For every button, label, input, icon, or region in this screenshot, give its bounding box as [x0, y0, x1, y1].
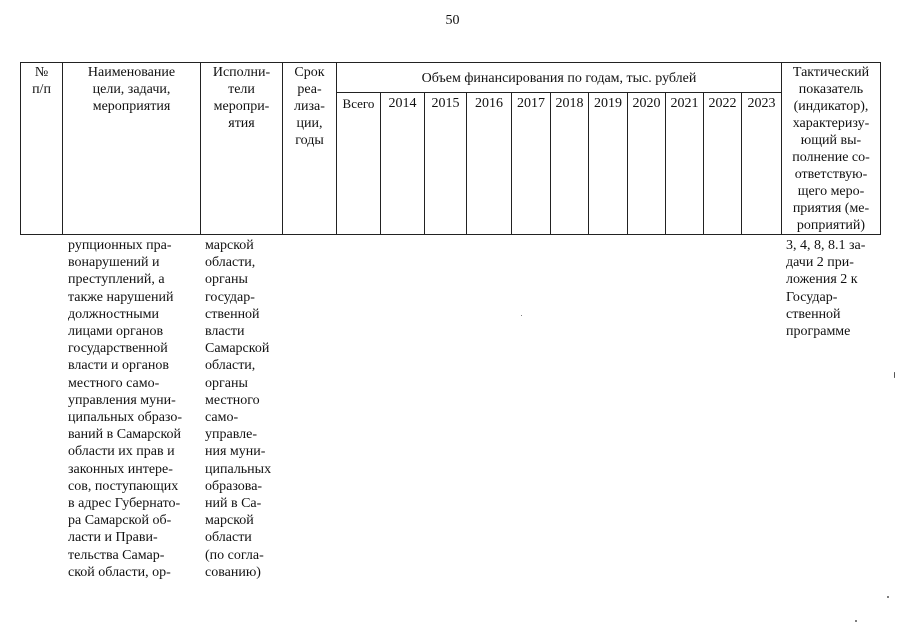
- header-name: Наименование цели, задачи, мероприятия: [87, 65, 176, 114]
- header-year-2022: 2022: [708, 96, 737, 111]
- header-year-2021: 2021: [670, 96, 699, 111]
- col-border-2022: [741, 92, 742, 235]
- header-total: Всего: [342, 96, 375, 111]
- header-financing: Объем финансирования по годам, тыс. рублей: [421, 71, 697, 86]
- header-num: № п/п: [32, 65, 51, 97]
- col-border-2019: [627, 92, 628, 235]
- scan-speck: [887, 596, 889, 598]
- col-border-right: [880, 62, 881, 235]
- header-year-2019: 2019: [594, 96, 622, 111]
- col-border-2014: [424, 92, 425, 235]
- row-measure-name: рупционных пра- вонарушений и преступлений, а также нарушений должностными лицами органов государственной власти и органов местного само- управления муни- ципальных образо- ваний в Самарской области их прав и законных интере- сов, поступающих в адрес Губернато- ра Самарской об- ласти и Прави- тельства Самар- ской области, ор-: [68, 238, 183, 580]
- header-year-2016: 2016: [475, 96, 503, 111]
- col-border-2016: [511, 92, 512, 235]
- row-executors: марской области, органы государ- ственной власти Самарской области, органы местного само- управле- ния муни- ципальных образова- ний в Са- марской области (по согла- сованию): [205, 238, 272, 580]
- header-year-2018: 2018: [555, 96, 584, 111]
- header-year-2017: 2017: [517, 96, 545, 111]
- scan-speck: [894, 372, 895, 378]
- header-term: Срок реа- лиза- ции, годы: [294, 65, 325, 148]
- header-year-2020: 2020: [632, 96, 661, 111]
- col-border-2015: [466, 92, 467, 235]
- col-border-2020: [665, 92, 666, 235]
- header-year-2014: 2014: [388, 96, 417, 111]
- col-border-term: [336, 62, 337, 235]
- col-border-2017: [550, 92, 551, 235]
- table-header-bottom-border: [20, 234, 881, 235]
- header-year-2015: 2015: [431, 96, 460, 111]
- scan-speck: [521, 315, 522, 316]
- header-year-2023: 2023: [747, 96, 776, 111]
- page-number: 50: [445, 13, 460, 28]
- col-border-2021: [703, 92, 704, 235]
- header-executors: Исполни- тели меропри- ятия: [212, 65, 271, 131]
- scan-speck: [855, 620, 857, 622]
- header-indicator: Тактический показатель (индикатор), характеризу- ющий вы- полнение со- ответствую- щего меро- приятия (ме- роприятий): [792, 65, 870, 233]
- table-top-border: [20, 62, 881, 63]
- col-border-total: [380, 92, 381, 235]
- col-border-2018: [588, 92, 589, 235]
- row-indicator: 3, 4, 8, 8.1 за- дачи 2 при- ложения 2 к Государ- ственной программе: [786, 238, 866, 340]
- financing-subheader-line: [336, 92, 781, 93]
